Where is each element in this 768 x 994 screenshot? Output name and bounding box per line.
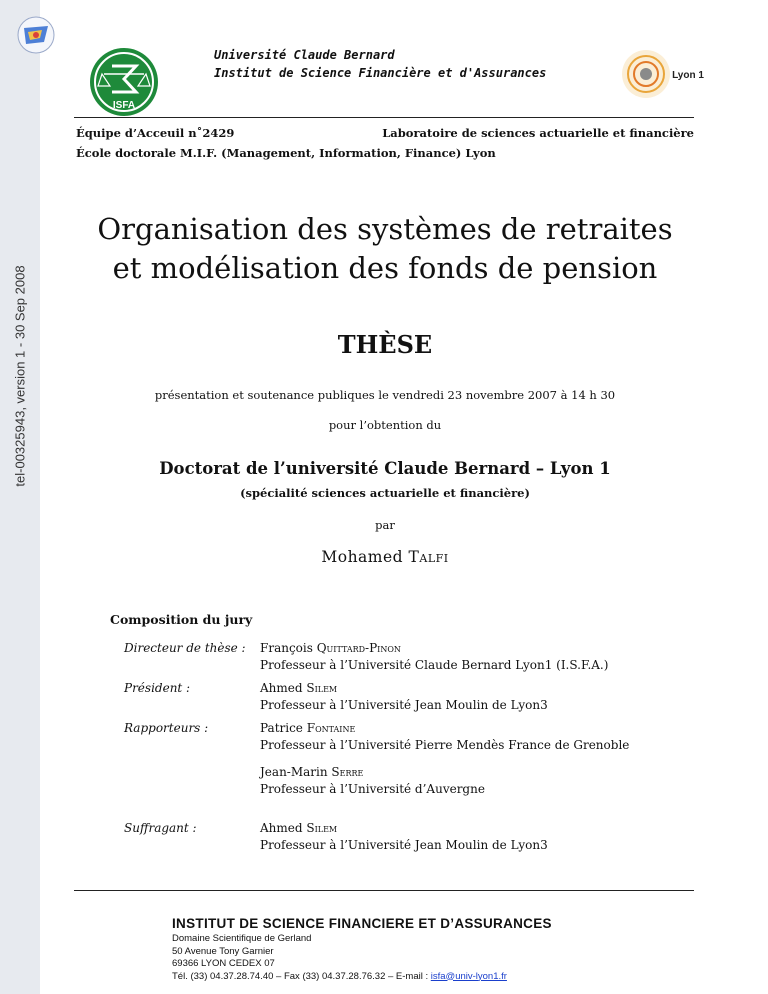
jury-role: Directeur de thèse : (124, 641, 246, 655)
jury-person (260, 680, 548, 714)
jury-last-name: Fontaine (306, 721, 356, 735)
isfa-logo (88, 46, 160, 118)
ecole-label: École doctorale M.I.F. (Management, Information, Finance) Lyon (76, 146, 496, 160)
header-rule (74, 117, 694, 118)
jury-affiliation: Professeur à l’Université d’Auvergne (260, 782, 485, 796)
author-name (40, 548, 730, 566)
institute-footer (172, 915, 552, 983)
jury-affiliation: Professeur à l’Université Jean Moulin de Lyon3 (260, 698, 548, 712)
jury-person (260, 764, 485, 798)
specialite-line: (spécialité sciences actuarielle et financière) (240, 486, 530, 500)
affiliation-block (76, 123, 694, 163)
jury-first-name: Ahmed (260, 821, 303, 835)
jury-last-name: Quittard-Pinon (316, 641, 401, 655)
thesis-title (40, 210, 730, 288)
jury-first-name: Patrice (260, 721, 303, 735)
jury-person (260, 820, 548, 854)
jury-person (260, 640, 608, 674)
presentation-line: présentation et soutenance publiques le vendredi 23 novembre 2007 à 14 h 30 (154, 388, 616, 402)
author-last-name: Talfi (408, 548, 449, 566)
par-line: par (375, 518, 395, 532)
hal-badge-icon (14, 14, 58, 56)
footer-email-link[interactable]: isfa@univ-lyon1.fr (430, 970, 507, 982)
jury-affiliation: Professeur à l’Université Jean Moulin de Lyon3 (260, 838, 548, 852)
jury-first-name: François (260, 641, 313, 655)
lyon1-logo-text: Lyon 1 (672, 70, 704, 81)
isfa-logo-text: ISFA (112, 100, 136, 111)
doctorat-line: Doctorat de l’université Claude Bernard – Lyon 1 (159, 459, 611, 478)
footer-title: INSTITUT DE SCIENCE FINANCIERE ET D’ASSURANCES (172, 916, 552, 931)
jury-affiliation: Professeur à l’Université Pierre Mendès France de Grenoble (260, 738, 630, 752)
institute-name: Institut de Science Financière et d'Assurances (214, 66, 547, 80)
footer-address-line: 69366 LYON CEDEX 07 (172, 958, 275, 969)
thesis-title-line-2: et modélisation des fonds de pension (112, 251, 658, 285)
university-name: Université Claude Bernard (214, 48, 395, 62)
lyon1-logo (620, 44, 712, 104)
jury-first-name: Ahmed (260, 681, 303, 695)
jury-role: Suffragant : (124, 821, 197, 835)
footer-phone-fax: Tél. (33) 04.37.28.74.40 – Fax (33) 04.37.28.76.32 – E-mail : (172, 970, 431, 982)
jury-role: Rapporteurs : (124, 721, 209, 735)
jury-first-name: Jean-Marin (260, 765, 328, 779)
institution-header (214, 46, 546, 82)
equipe-label: Équipe d’Acceuil n˚2429 (76, 126, 235, 140)
jury-last-name: Silem (306, 681, 338, 695)
laboratoire-label: Laboratoire de sciences actuarielle et financière (382, 126, 694, 140)
footer-contact-line (172, 971, 552, 984)
author-first-name: Mohamed (321, 548, 404, 566)
archive-stamp-text: tel-00325943, version 1 - 30 Sep 2008 (12, 265, 28, 487)
jury-last-name: Silem (306, 821, 338, 835)
jury-title: Composition du jury (110, 612, 253, 627)
footer-rule (74, 890, 694, 891)
footer-address-line: Domaine Scientifique de Gerland (172, 933, 312, 944)
jury-affiliation: Professeur à l’Université Claude Bernard Lyon1 (I.S.F.A.) (260, 658, 609, 672)
jury-last-name: Serre (331, 765, 364, 779)
jury-person (260, 720, 629, 754)
thesis-title-line-1: Organisation des systèmes de retraites (97, 212, 673, 246)
footer-address-line: 50 Avenue Tony Garnier (172, 945, 274, 957)
archive-sidebar (0, 0, 40, 994)
jury-role: Président : (124, 681, 191, 695)
these-heading: THÈSE (337, 330, 433, 359)
obtention-line: pour l’obtention du (328, 418, 442, 432)
